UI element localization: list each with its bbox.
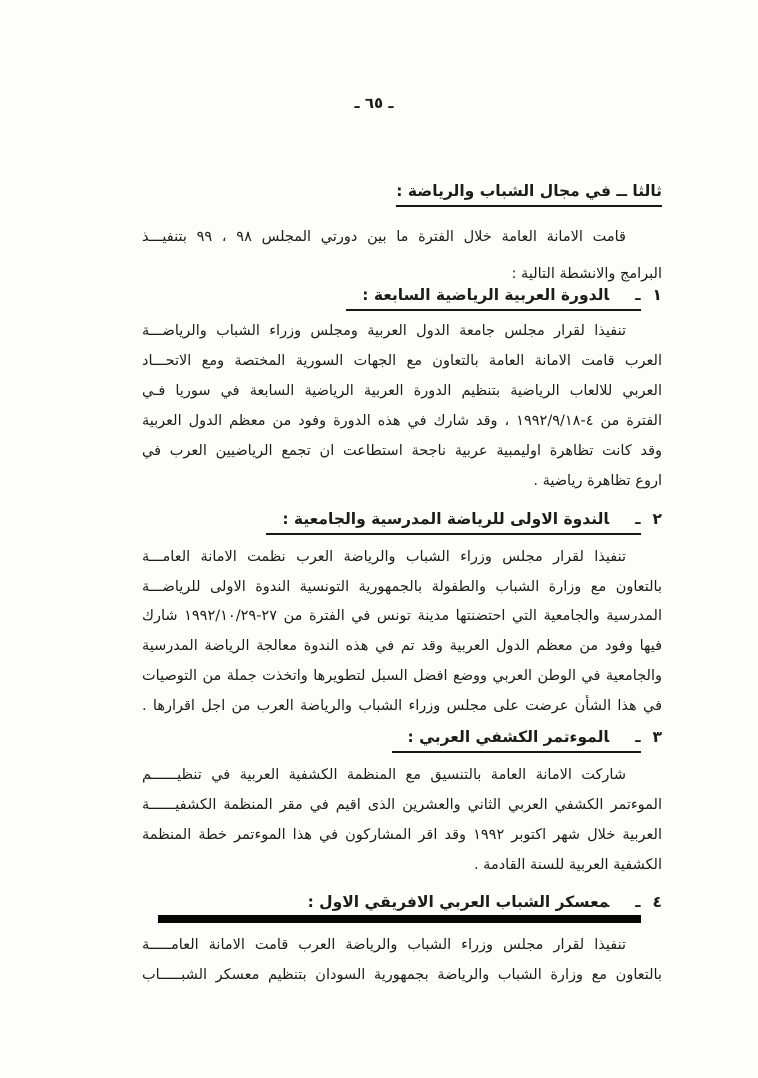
body-line: والجامعية في الوطن العربي ووضع افضل السبل لتطويرها واتخذت جملة من التوصيات [142, 668, 662, 684]
body-line: وقد كانت تظاهرة اوليمبية عربية ناجحة استطاعت ان تجمع الرياضيين العرب في [142, 443, 662, 459]
section-heading-4 [142, 893, 662, 923]
section-dash: ـ [635, 728, 641, 746]
page-number: ـ ٦٥ ـ [354, 94, 394, 112]
section-title-underline [392, 728, 641, 753]
body-line: الفترة من ٤-١٩٩٢/٩/١٨ ، وقد شارك في هذه الدورة وفود من معظم الدول العربية [142, 413, 662, 429]
intro-line: قامت الامانة العامة خلال الفترة ما بين دورتي المجلس ٩٨ ، ٩٩ بتنفيـــذ [142, 229, 626, 245]
body-line: بالتعاون مع وزارة الشباب والطفولة بالجمهورية التونسية الندوة الاولى للرياضـــة [142, 579, 662, 595]
body-line: العربية خلال شهر اكتوبر ١٩٩٢ وقد اقر المشاركون في هذا الموءتمر خطة المنظمة [142, 827, 662, 843]
section-heading-1 [142, 286, 662, 311]
section-title-underline [266, 510, 640, 535]
section-heading-3 [142, 728, 662, 753]
section-number: ١ [652, 286, 662, 304]
main-heading [142, 182, 662, 207]
section-dash: ـ [635, 893, 641, 911]
section-dash: ـ [635, 510, 641, 528]
body-line: العرب قامت الامانة العامة بالتعاون مع الجهات السورية المختصة ومع الاتحـــاد [142, 353, 662, 369]
section-title-underline [346, 286, 640, 311]
body-line: اروع تظاهرة رياضية . [533, 473, 662, 489]
body-line: الموءتمر الكشفي العربي الثاني والعشرين الذى اقيم في مقر المنظمة الكشفيــــــة [142, 797, 662, 813]
intro-line: البرامج والانشطة التالية : [511, 266, 662, 282]
page-content [142, 0, 662, 1078]
body-line: العربي للالعاب الرياضية بتنظيم الدورة العربية الرياضية السابعة في سوريا فـي [142, 383, 662, 399]
section-number: ٢ [652, 510, 662, 528]
body-line: تنفيذا لقرار مجلس وزراء الشباب والرياضة العرب قامت الامانة العامـــــة [142, 937, 626, 953]
section-heading-2 [142, 510, 662, 535]
section-title-underline [158, 893, 641, 923]
section-title: معسكر الشباب العربي الافريقي الاول : [307, 893, 610, 911]
section-number: ٤ [652, 893, 662, 911]
body-line: في هذا الشأن عرضت على مجلس وزراء الشباب والرياضة العرب من اجل اقرارها . [142, 698, 662, 714]
body-line: شاركت الامانة العامة بالتنسيق مع المنظمة الكشفية العربية في تنظيــــــم [142, 767, 626, 783]
body-line: تنفيذا لقرار مجلس وزراء الشباب والرياضة العرب نظمت الامانة العامـــة [142, 549, 626, 565]
body-line: بالتعاون مع وزارة الشباب والرياضة بجمهورية السودان بتنظيم معسكر الشبـــــاب [142, 967, 662, 983]
section-number: ٣ [652, 728, 662, 746]
body-line: تنفيذا لقرار مجلس جامعة الدول العربية ومجلس وزراء الشباب والرياضـــة [142, 323, 626, 339]
section-title: الدورة العربية الرياضية السابعة : [362, 286, 610, 304]
section-title: الندوة الاولى للرياضة المدرسية والجامعية : [282, 510, 610, 528]
body-line: فيها وفود من معظم الدول العربية وقد تم في هذه الندوة معالجة الرياضة المدرسية [142, 638, 662, 654]
body-line: المدرسية والجامعية التي احتضنتها مدينة تونس في الفترة من ٢٧-١٩٩٢/١٠/٢٩ شارك [142, 608, 662, 624]
section-title: الموءتمر الكشفي العربي : [407, 728, 610, 746]
section-dash: ـ [635, 286, 641, 304]
body-line: الكشفية العربية للسنة القادمة . [473, 857, 662, 873]
main-heading-text: ثالثا ــ في مجال الشباب والرياضة : [396, 182, 662, 207]
